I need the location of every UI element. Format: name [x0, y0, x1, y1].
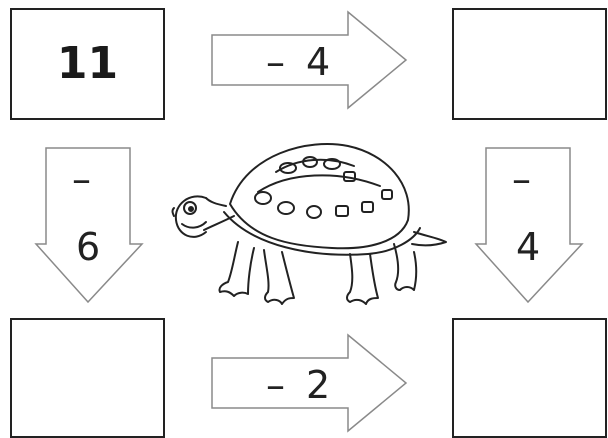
box-top-left	[10, 8, 165, 120]
arrow-bottom	[210, 333, 410, 433]
box-bottom-left[interactable]	[10, 318, 165, 438]
turtle-illustration	[168, 132, 448, 311]
arrow-right	[474, 146, 584, 306]
arrow-bottom-operand: 2	[306, 363, 331, 407]
arrow-left-operand: 6	[76, 225, 101, 269]
arrow-right-operator: –	[512, 157, 531, 201]
turtle-icon	[168, 132, 448, 307]
arrow-bottom-operator: –	[266, 363, 285, 407]
box-bottom-right[interactable]	[452, 318, 607, 438]
arrow-right-operand: 4	[516, 225, 541, 269]
arrow-left	[34, 146, 144, 306]
box-top-left-value: 11	[56, 38, 119, 89]
box-top-right[interactable]	[452, 8, 607, 120]
arrow-top-operator: –	[266, 40, 285, 84]
arrow-left-operator: –	[72, 157, 91, 201]
arrow-top	[210, 10, 410, 110]
arrow-top-operand: 4	[306, 40, 331, 84]
